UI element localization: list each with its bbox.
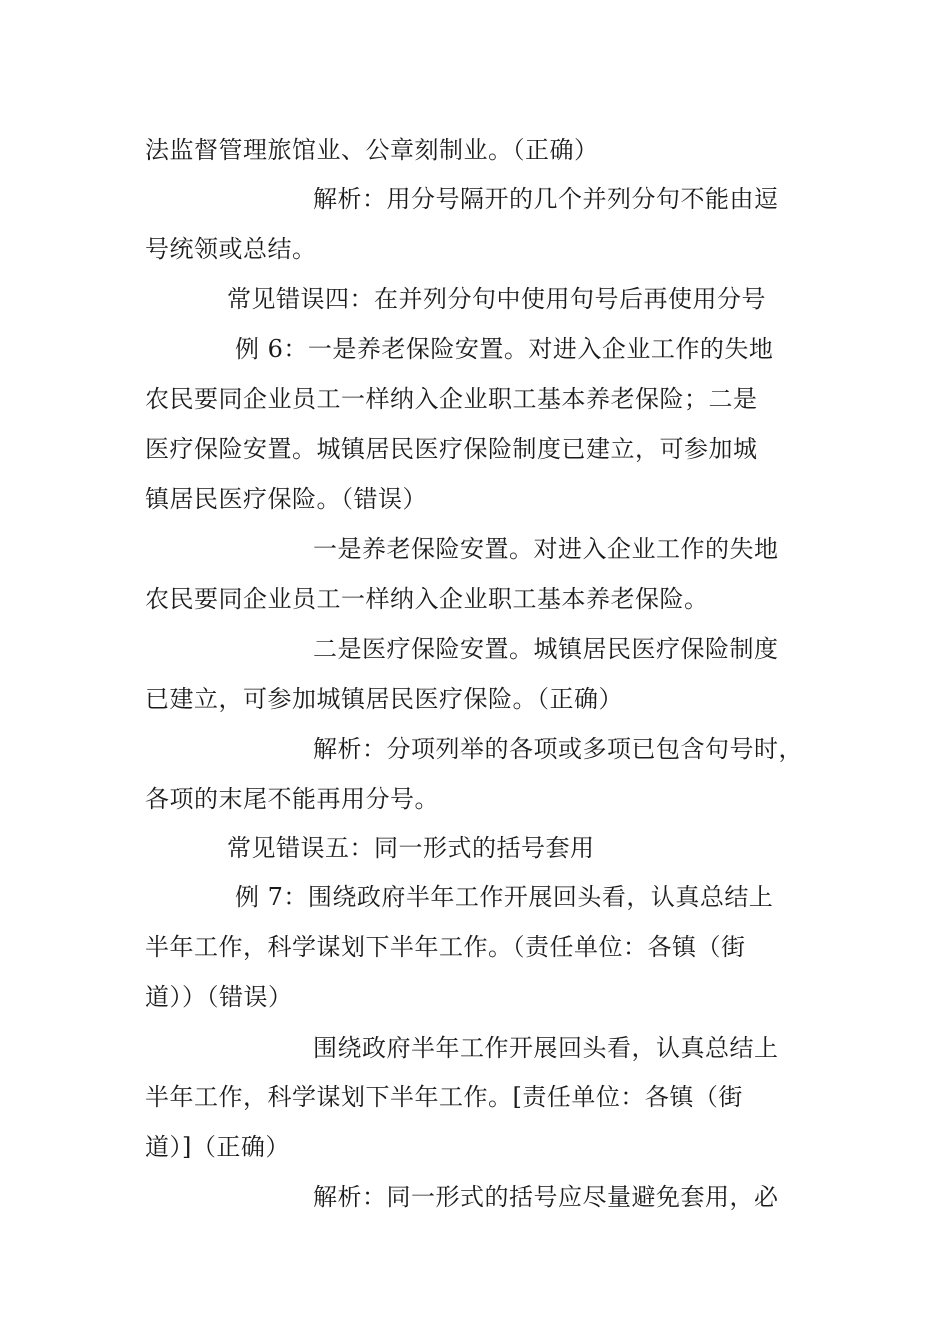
text-line: 号统领或总结。 <box>145 235 317 263</box>
text-line: 例 7：围绕政府半年工作开展回头看，认真总结上 <box>235 883 774 911</box>
text-line: 解析：用分号隔开的几个并列分句不能由逗 <box>313 185 779 213</box>
text-line: 解析：分项列举的各项或多项已包含句号时， <box>313 735 803 763</box>
text-line: 农民要同企业员工一样纳入企业职工基本养老保险；二是 <box>145 385 758 413</box>
text-line: 道）]（正确） <box>145 1133 290 1161</box>
text-line: 镇居民医疗保险。（错误） <box>145 485 427 513</box>
text-line: 道））（错误） <box>145 983 293 1011</box>
section-heading: 常见错误五：同一形式的括号套用 <box>227 834 595 862</box>
text-line: 半年工作，科学谋划下半年工作。[责任单位：各镇（街 <box>145 1083 743 1111</box>
text-line: 二是医疗保险安置。城镇居民医疗保险制度 <box>313 635 779 663</box>
text-line: 半年工作，科学谋划下半年工作。（责任单位：各镇（街 <box>145 933 746 961</box>
text-line: 已建立，可参加城镇居民医疗保险。（正确） <box>145 685 623 713</box>
text-line: 例 6：一是养老保险安置。对进入企业工作的失地 <box>235 335 774 363</box>
text-line: 各项的末尾不能再用分号。 <box>145 785 439 813</box>
text-line: 一是养老保险安置。对进入企业工作的失地 <box>313 535 779 563</box>
text-line: 医疗保险安置。城镇居民医疗保险制度已建立，可参加城 <box>145 435 758 463</box>
text-line: 法监督管理旅馆业、公章刻制业。（正确） <box>145 136 599 164</box>
section-heading: 常见错误四：在并列分句中使用句号后再使用分号 <box>227 285 766 313</box>
text-line: 围绕政府半年工作开展回头看，认真总结上 <box>313 1034 779 1062</box>
text-line: 解析：同一形式的括号应尽量避免套用，必 <box>313 1183 779 1211</box>
text-line: 农民要同企业员工一样纳入企业职工基本养老保险。 <box>145 585 709 613</box>
